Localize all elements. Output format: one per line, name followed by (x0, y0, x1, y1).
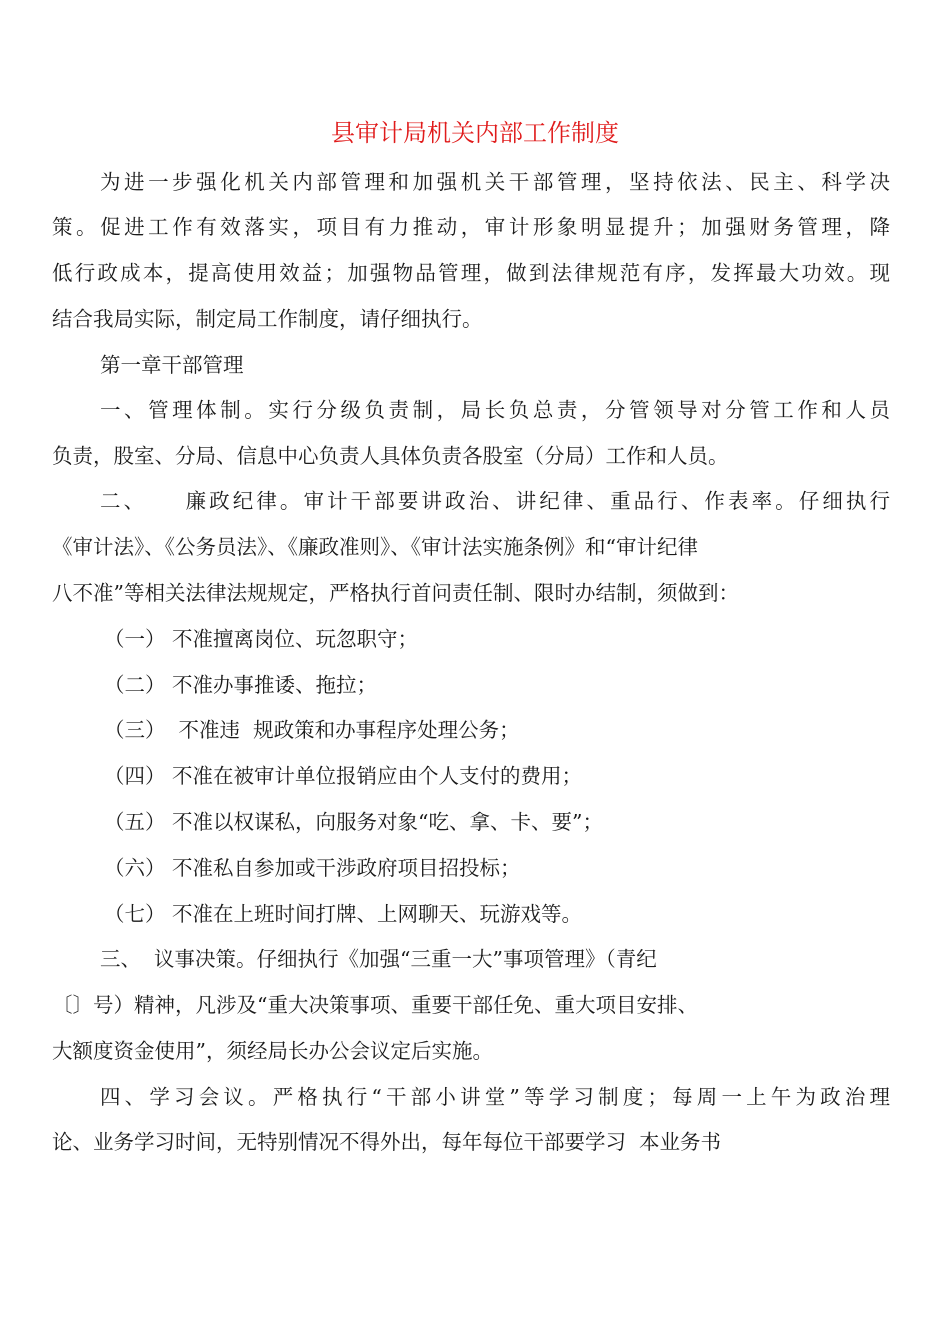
paragraph-line: 一、管理体制。实行分级负责制，局长负总责，分管领导对分管工作和人员 (100, 398, 890, 422)
paragraph-line: 大额度资金使用”，须经局长办公会议定后实施。 (52, 1039, 493, 1063)
chapter-heading: 第一章干部管理 (100, 353, 244, 377)
paragraph-line: 结合我局实际，制定局工作制度，请仔细执行。 (52, 307, 483, 331)
paragraph-line: 低行政成本，提高使用效益；加强物品管理，做到法律规范有序，发挥最大功效。现 (52, 261, 890, 285)
list-item: （七） 不准在上班时间打牌、上网聊天、玩游戏等。 (104, 902, 583, 926)
paragraph-line: 〔〕号）精神，凡涉及“重大决策事项、重要干部任免、重大项目安排、 (52, 993, 698, 1017)
paragraph-line: 四、学习会议。严格执行“干部小讲堂”等学习制度；每周一上午为政治理 (100, 1085, 890, 1109)
list-item: （五） 不准以权谋私，向服务对象“吃、拿、卡、要”； (104, 810, 603, 834)
paragraph-line: 论、业务学习时间，无特别情况不得外出，每年每位干部要学习 本业务书 (52, 1130, 722, 1154)
list-item: （一） 不准擅离岗位、玩忽职守； (104, 627, 419, 651)
paragraph-line: 为进一步强化机关内部管理和加强机关干部管理，坚持依法、民主、科学决 (100, 170, 890, 194)
paragraph-line: 《审计法》、《公务员法》、《廉政准则》、《审计法实施条例》和“审计纪律 (52, 535, 698, 559)
paragraph-line: 策。促进工作有效落实，项目有力推动，审计形象明显提升；加强财务管理，降 (52, 215, 890, 239)
list-item: （六） 不准私自参加或干涉政府项目招投标； (104, 856, 521, 880)
paragraph-line: 三、 议事决策。仔细执行《加强“三重一大”事项管理》（青纪 (100, 947, 657, 971)
list-item: （四） 不准在被审计单位报销应由个人支付的费用； (104, 764, 583, 788)
paragraph-line: 二、 廉政纪律。审计干部要讲政治、讲纪律、重品行、作表率。仔细执行 (100, 489, 890, 513)
paragraph-line: 八不准”等相关法律法规规定，严格执行首问责任制、限时办结制，须做到： (52, 581, 739, 605)
document-title: 县审计局机关内部工作制度 (331, 119, 619, 147)
list-item: （二） 不准办事推诿、拖拉； (104, 673, 378, 697)
paragraph-line: 负责，股室、分局、信息中心负责人具体负责各股室（分局）工作和人员。 (52, 444, 729, 468)
list-item: （三） 不准违 规政策和办事程序处理公务； (104, 718, 520, 742)
